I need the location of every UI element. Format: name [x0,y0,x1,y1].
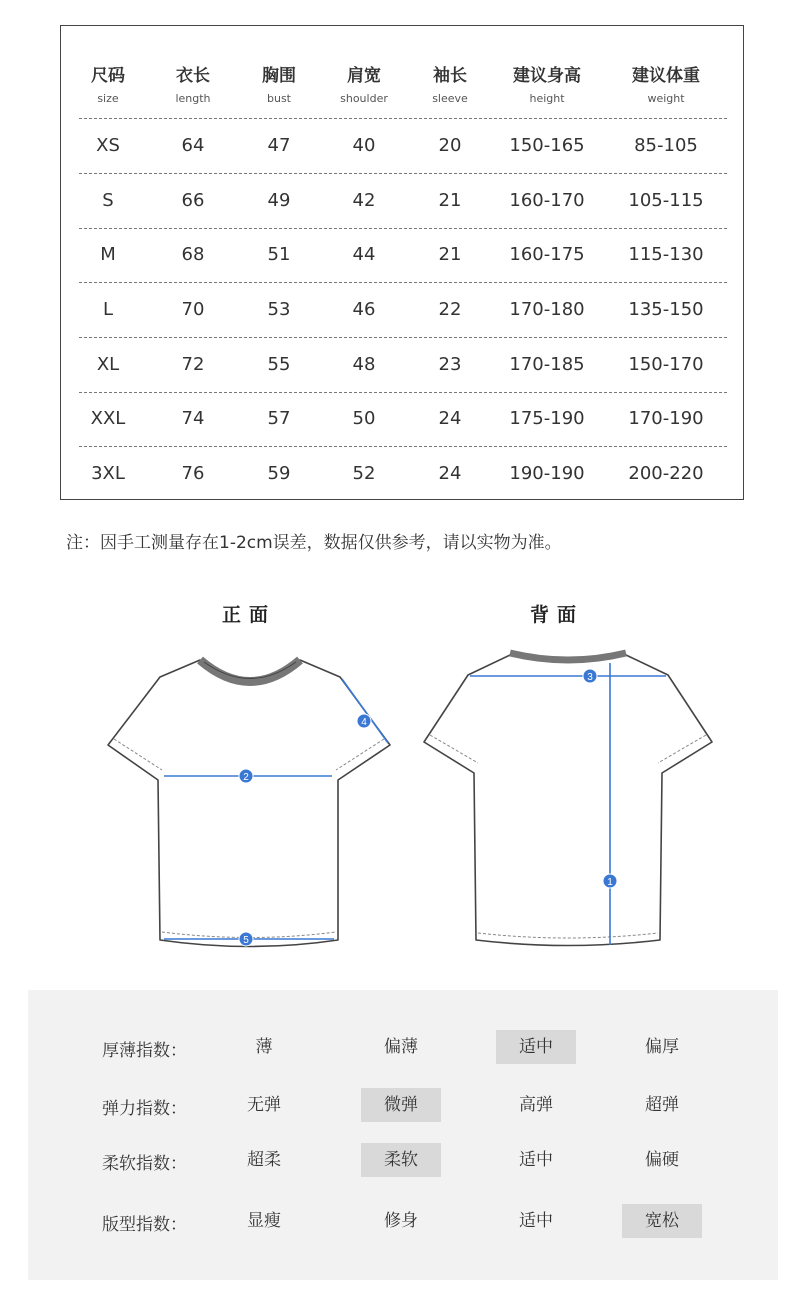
index-option-selected: 柔软 [361,1143,441,1177]
svg-text:1: 1 [607,877,613,888]
row-divider [79,173,727,174]
column-subheader-height: height [529,92,565,105]
front-shirt-diagram [100,645,400,960]
table-cell: 66 [181,190,205,211]
front-view-title: 正面 [222,604,277,626]
table-cell: 24 [438,408,462,429]
column-subheader-sleeve: sleeve [432,92,468,105]
table-cell: 20 [438,135,462,156]
marker-3-shoulder [583,669,597,683]
svg-text:2: 2 [243,772,249,783]
table-cell: XS [96,135,120,156]
column-header-length: 衣长 [176,66,210,86]
table-cell: 68 [181,244,205,265]
table-cell: 50 [352,408,376,429]
table-cell: 170-190 [628,408,704,429]
table-cell: 175-190 [509,408,585,429]
index-option: 超柔 [247,1150,281,1170]
svg-text:5: 5 [243,935,249,946]
table-cell: 44 [352,244,376,265]
table-cell: S [102,190,114,211]
column-subheader-weight: weight [647,92,685,105]
marker-4-sleeve [357,714,371,728]
table-cell: 74 [181,408,205,429]
table-cell: 170-185 [509,354,585,375]
index-option: 偏硬 [645,1150,679,1170]
column-header-size: 尺码 [91,66,125,86]
table-cell: 64 [181,135,205,156]
index-option: 超弹 [645,1095,679,1115]
table-cell: 47 [267,135,291,156]
column-subheader-bust: bust [267,92,291,105]
back-view-title: 背面 [530,604,585,626]
index-option: 无弹 [247,1095,281,1115]
table-cell: XL [96,354,120,375]
table-cell: 40 [352,135,376,156]
table-cell: 24 [438,463,462,484]
table-cell: 59 [267,463,291,484]
index-option: 适中 [519,1211,553,1231]
table-cell: 160-170 [509,190,585,211]
fabric-index-panel [28,990,778,1280]
table-cell: 72 [181,354,205,375]
row-divider [79,228,727,229]
index-option-selected: 适中 [496,1030,576,1064]
column-header-sleeve: 袖长 [433,66,467,86]
table-cell: 70 [181,299,205,320]
row-divider [79,337,727,338]
table-cell: 55 [267,354,291,375]
column-header-bust: 胸围 [262,66,296,86]
table-cell: 46 [352,299,376,320]
row-divider [79,446,727,447]
index-label: 柔软指数： [102,1154,187,1174]
table-cell: 170-180 [509,299,585,320]
index-option: 高弹 [519,1095,553,1115]
marker-5-hem [239,932,253,946]
back-shirt-diagram [418,645,718,960]
marker-1-length [603,874,617,888]
column-header-weight: 建议体重 [632,66,700,86]
column-subheader-size: size [97,92,119,105]
index-option: 偏厚 [645,1037,679,1057]
column-header-height: 建议身高 [513,66,581,86]
table-cell: M [100,244,116,265]
column-header-shoulder: 肩宽 [347,66,381,86]
table-cell: 49 [267,190,291,211]
row-divider [79,118,727,119]
table-cell: 115-130 [628,244,704,265]
measurement-note: 注：因手工测量存在1-2cm误差，数据仅供参考，请以实物为准。 [66,533,562,553]
index-option: 修身 [384,1211,418,1231]
svg-text:3: 3 [587,672,593,683]
table-cell: 57 [267,408,291,429]
index-option-selected: 微弹 [361,1088,441,1122]
table-cell: 150-165 [509,135,585,156]
table-cell: 105-115 [628,190,704,211]
table-cell: 23 [438,354,462,375]
table-cell: 52 [352,463,376,484]
marker-2-bust [239,769,253,783]
row-divider [79,392,727,393]
table-cell: 85-105 [634,135,698,156]
table-cell: XXL [90,408,126,429]
row-divider [79,282,727,283]
table-cell: 76 [181,463,205,484]
table-cell: 53 [267,299,291,320]
index-option: 偏薄 [384,1037,418,1057]
table-cell: L [102,299,114,320]
table-cell: 160-175 [509,244,585,265]
table-cell: 22 [438,299,462,320]
index-label: 版型指数： [102,1215,187,1235]
size-chart-table [60,25,744,500]
table-cell: 135-150 [628,299,704,320]
table-cell: 150-170 [628,354,704,375]
table-cell: 51 [267,244,291,265]
table-cell: 21 [438,190,462,211]
table-cell: 3XL [91,463,125,484]
table-cell: 190-190 [509,463,585,484]
column-subheader-shoulder: shoulder [340,92,388,105]
index-label: 弹力指数： [102,1099,187,1119]
table-cell: 42 [352,190,376,211]
index-option: 薄 [255,1037,273,1057]
index-option: 显瘦 [247,1211,281,1231]
svg-text:4: 4 [361,717,367,728]
index-option: 适中 [519,1150,553,1170]
table-cell: 200-220 [628,463,704,484]
table-cell: 21 [438,244,462,265]
index-label: 厚薄指数： [102,1041,187,1061]
table-cell: 48 [352,354,376,375]
column-subheader-length: length [175,92,211,105]
index-option-selected: 宽松 [622,1204,702,1238]
